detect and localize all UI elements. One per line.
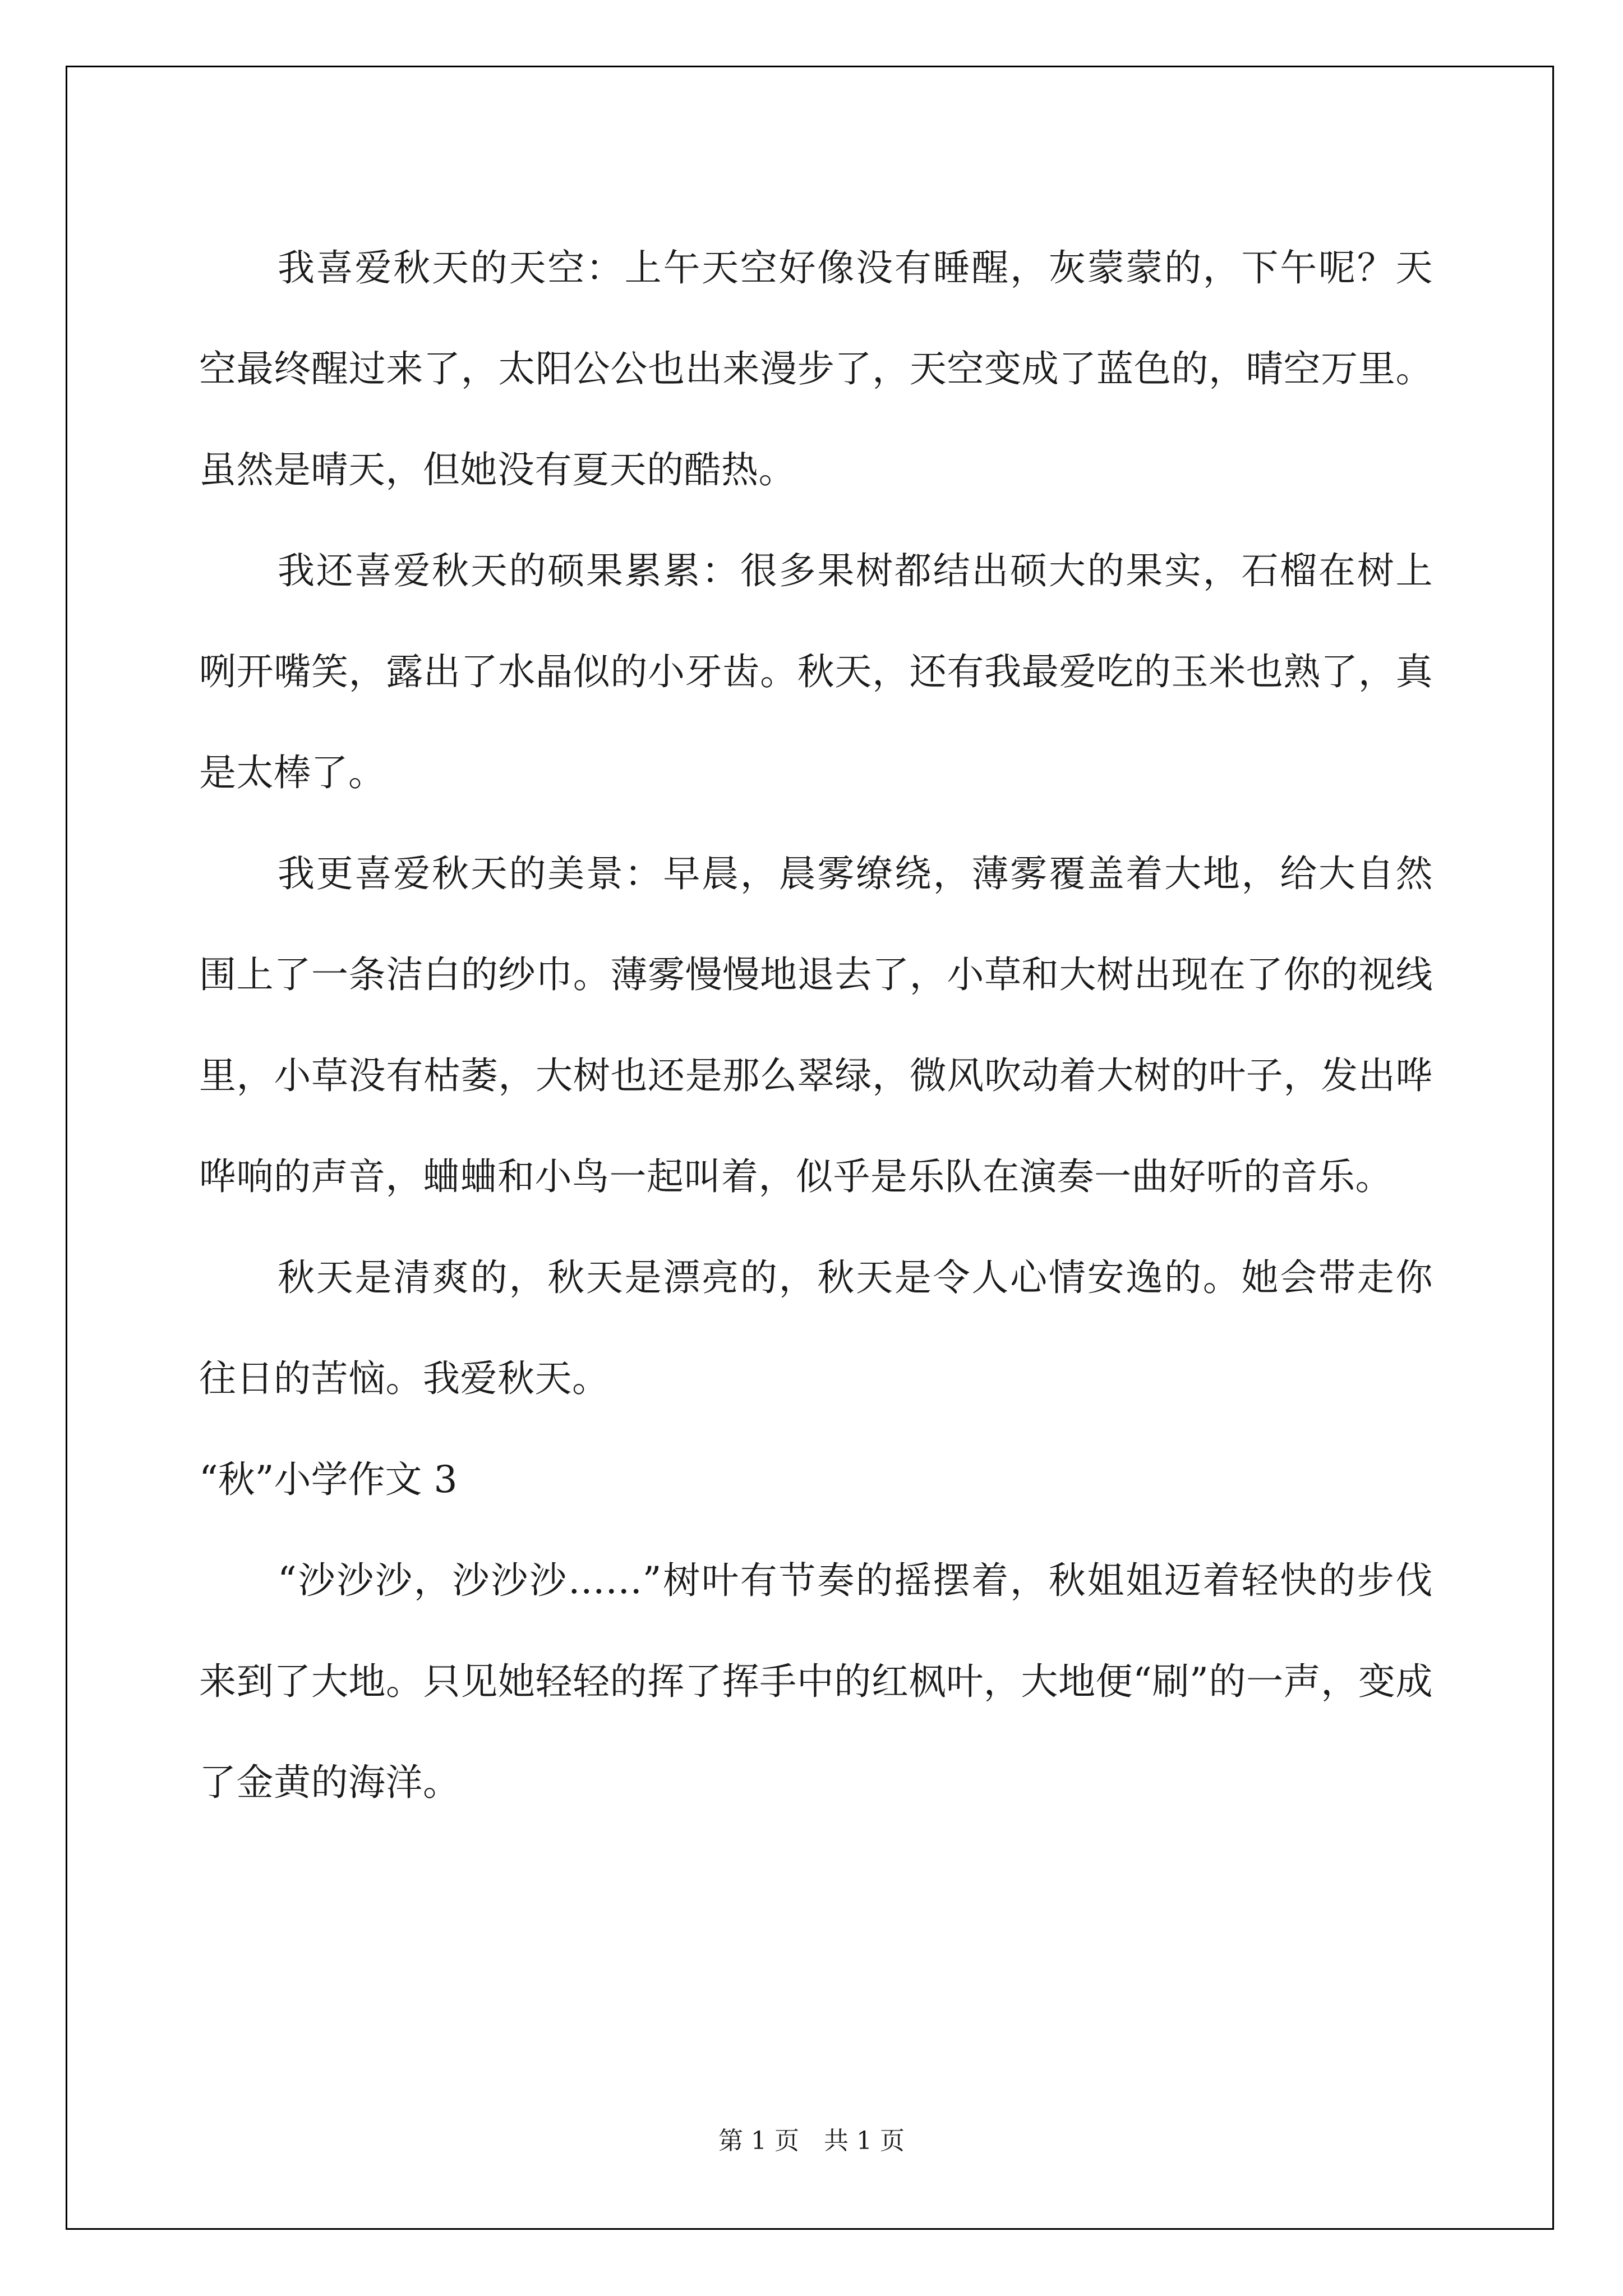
section-heading: “秋”小学作文 3 [199, 1458, 458, 1501]
paragraph-sky: 我喜爱秋天的天空：上午天空好像没有睡醒，灰蒙蒙的，下午呢？天空最终醒过来了，太阳公公也出来漫步了，天空变成了蓝色的，晴空万里。虽然是晴天，但她没有夏天的酷热。 [199, 246, 1433, 491]
page-footer: 第 1 页 共 1 页 [718, 2127, 905, 2155]
paragraph-section-3-intro: “沙沙沙，沙沙沙……”树叶有节奏的摇摆着，秋姐姐迈着轻快的步伐来到了大地。只见她轻轻的挥了挥手中的红枫叶，大地便“刷”的一声，变成了金黄的海洋。 [199, 1559, 1433, 1804]
paragraph-harvest: 我还喜爱秋天的硕果累累：很多果树都结出硕大的果实，石榴在树上咧开嘴笑，露出了水晶似的小牙齿。秋天，还有我最爱吃的玉米也熟了，真是太棒了。 [199, 549, 1433, 794]
paragraph-conclusion: 秋天是清爽的，秋天是漂亮的，秋天是令人心情安逸的。她会带走你往日的苦恼。我爱秋天。 [199, 1256, 1433, 1400]
document-body [199, 218, 1433, 1833]
paragraph-scenery: 我更喜爱秋天的美景：早晨，晨雾缭绕，薄雾覆盖着大地，给大自然围上了一条洁白的纱巾。薄雾慢慢地退去了，小草和大树出现在了你的视线里，小草没有枯萎，大树也还是那么翠绿，微风吹动着大树的叶子，发出哗哗响的声音，蛐蛐和小鸟一起叫着，似乎是乐队在演奏一曲好听的音乐。 [199, 852, 1433, 1198]
